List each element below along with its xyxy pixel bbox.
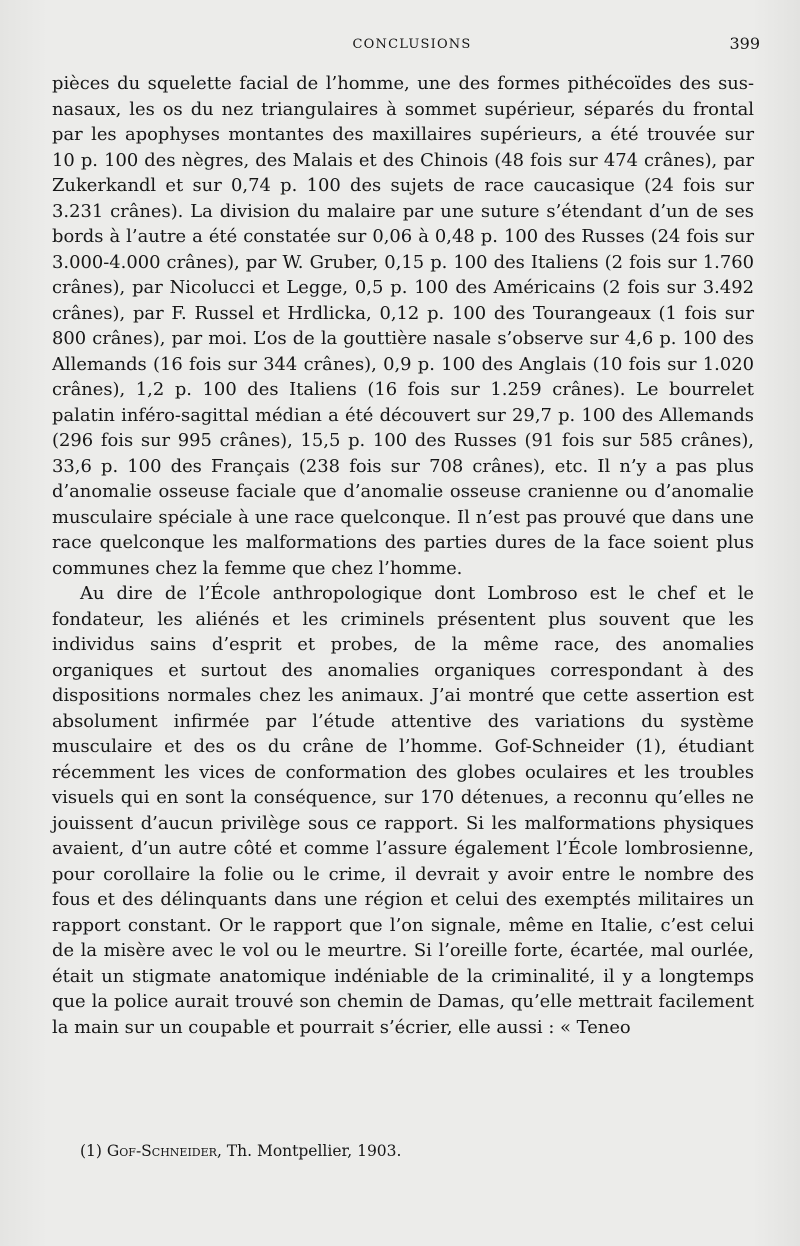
body-text (52, 71, 754, 1040)
footnote-author: Gof-Schneider (106, 1142, 217, 1160)
paragraph-1: pièces du squelette facial de l’homme, une des formes pithécoïdes des sus-nasaux, les os du nez triangulaires à sommet supérieur, séparés du frontal par les apophyses montantes des maxillaires supérieurs, a été trouvée sur 10 p. 100 des nègres, des Malais et des Chinois (48 fois sur 474 crânes), par Zukerkandl et sur 0,74 p. 100 des sujets de race caucasique (24 fois sur 3.231 crânes). La division du malaire par une suture s’étendant d’un de ses bords à l’autre a été constatée sur 0,06 à 0,48 p. 100 des Russes (24 fois sur 3.000-4.000 crânes), par W. Gruber, 0,15 p. 100 des Italiens (2 fois sur 1.760 crânes), par Nicolucci et Legge, 0,5 p. 100 des Américains (2 fois sur 3.492 crânes), par F. Russel et Hrdlicka, 0,12 p. 100 des Tourangeaux (1 fois sur 800 crânes), par moi. L’os de la gouttière nasale s’observe sur 4,6 p. 100 des Allemands (16 fois sur 344 crânes), 0,9 p. 100 des Anglais (10 fois sur 1.020 crânes), 1,2 p. 100 des Italiens (16 fois sur 1.259 crânes). Le bourrelet palatin inféro-sagittal médian a été découvert sur 29,7 p. 100 des Allemands (296 fois sur 995 crânes), 15,5 p. 100 des Russes (91 fois sur 585 crânes), 33,6 p. 100 des Français (238 fois sur 708 crânes), etc. Il n’y a pas plus d’anomalie osseuse faciale que d’anomalie osseuse cranienne ou d’anomalie musculaire spéciale à une race quelconque. Il n’est pas prouvé que dans une race quelconque les malformations des parties dures de la face soient plus communes chez la femme que chez l’homme. (52, 73, 754, 579)
footnote-text: , Th. Montpellier, 1903. (216, 1142, 402, 1160)
footnote (80, 1140, 720, 1162)
footnote-marker: (1) (80, 1142, 102, 1160)
paragraph-2: Au dire de l’École anthropologique dont Lombroso est le chef et le fondateur, les aliénés et les criminels présentent plus souvent que les individus sains d’esprit et probes, de la même race, des anomalies organiques et surtout des anomalies organiques correspondant à des dispositions normales chez les animaux. J’ai montré que cette assertion est absolument infirmée par l’étude attentive des variations du système musculaire et des os du crâne de l’homme. Gof-Schneider (1), étudiant récemment les vices de conformation des globes oculaires et les troubles visuels qui en sont la conséquence, sur 170 détenues, a reconnu qu’elles ne jouissent d’aucun privilège sous ce rapport. Si les malformations physiques avaient, d’un autre côté et comme l’assure également l’École lombrosienne, pour corollaire la folie ou le crime, il devrait y avoir entre le nombre des fous et des délinquants dans une région et celui des exemptés militaires un rapport constant. Or le rapport que l’on signale, même en Italie, c’est celui de la misère avec le vol ou le meurtre. Si l’oreille forte, écartée, mal ourlée, était un stigmate anatomique indéniable de la criminalité, il y a longtemps que la police aurait trouvé son chemin de Damas, qu’elle mettrait facilement la main sur un coupable et pourrait s’écrier, elle aussi : « Teneo (52, 583, 754, 1038)
running-head: CONCLUSIONS (352, 37, 472, 52)
page-header (54, 34, 770, 58)
page-number: 399 (729, 34, 760, 53)
